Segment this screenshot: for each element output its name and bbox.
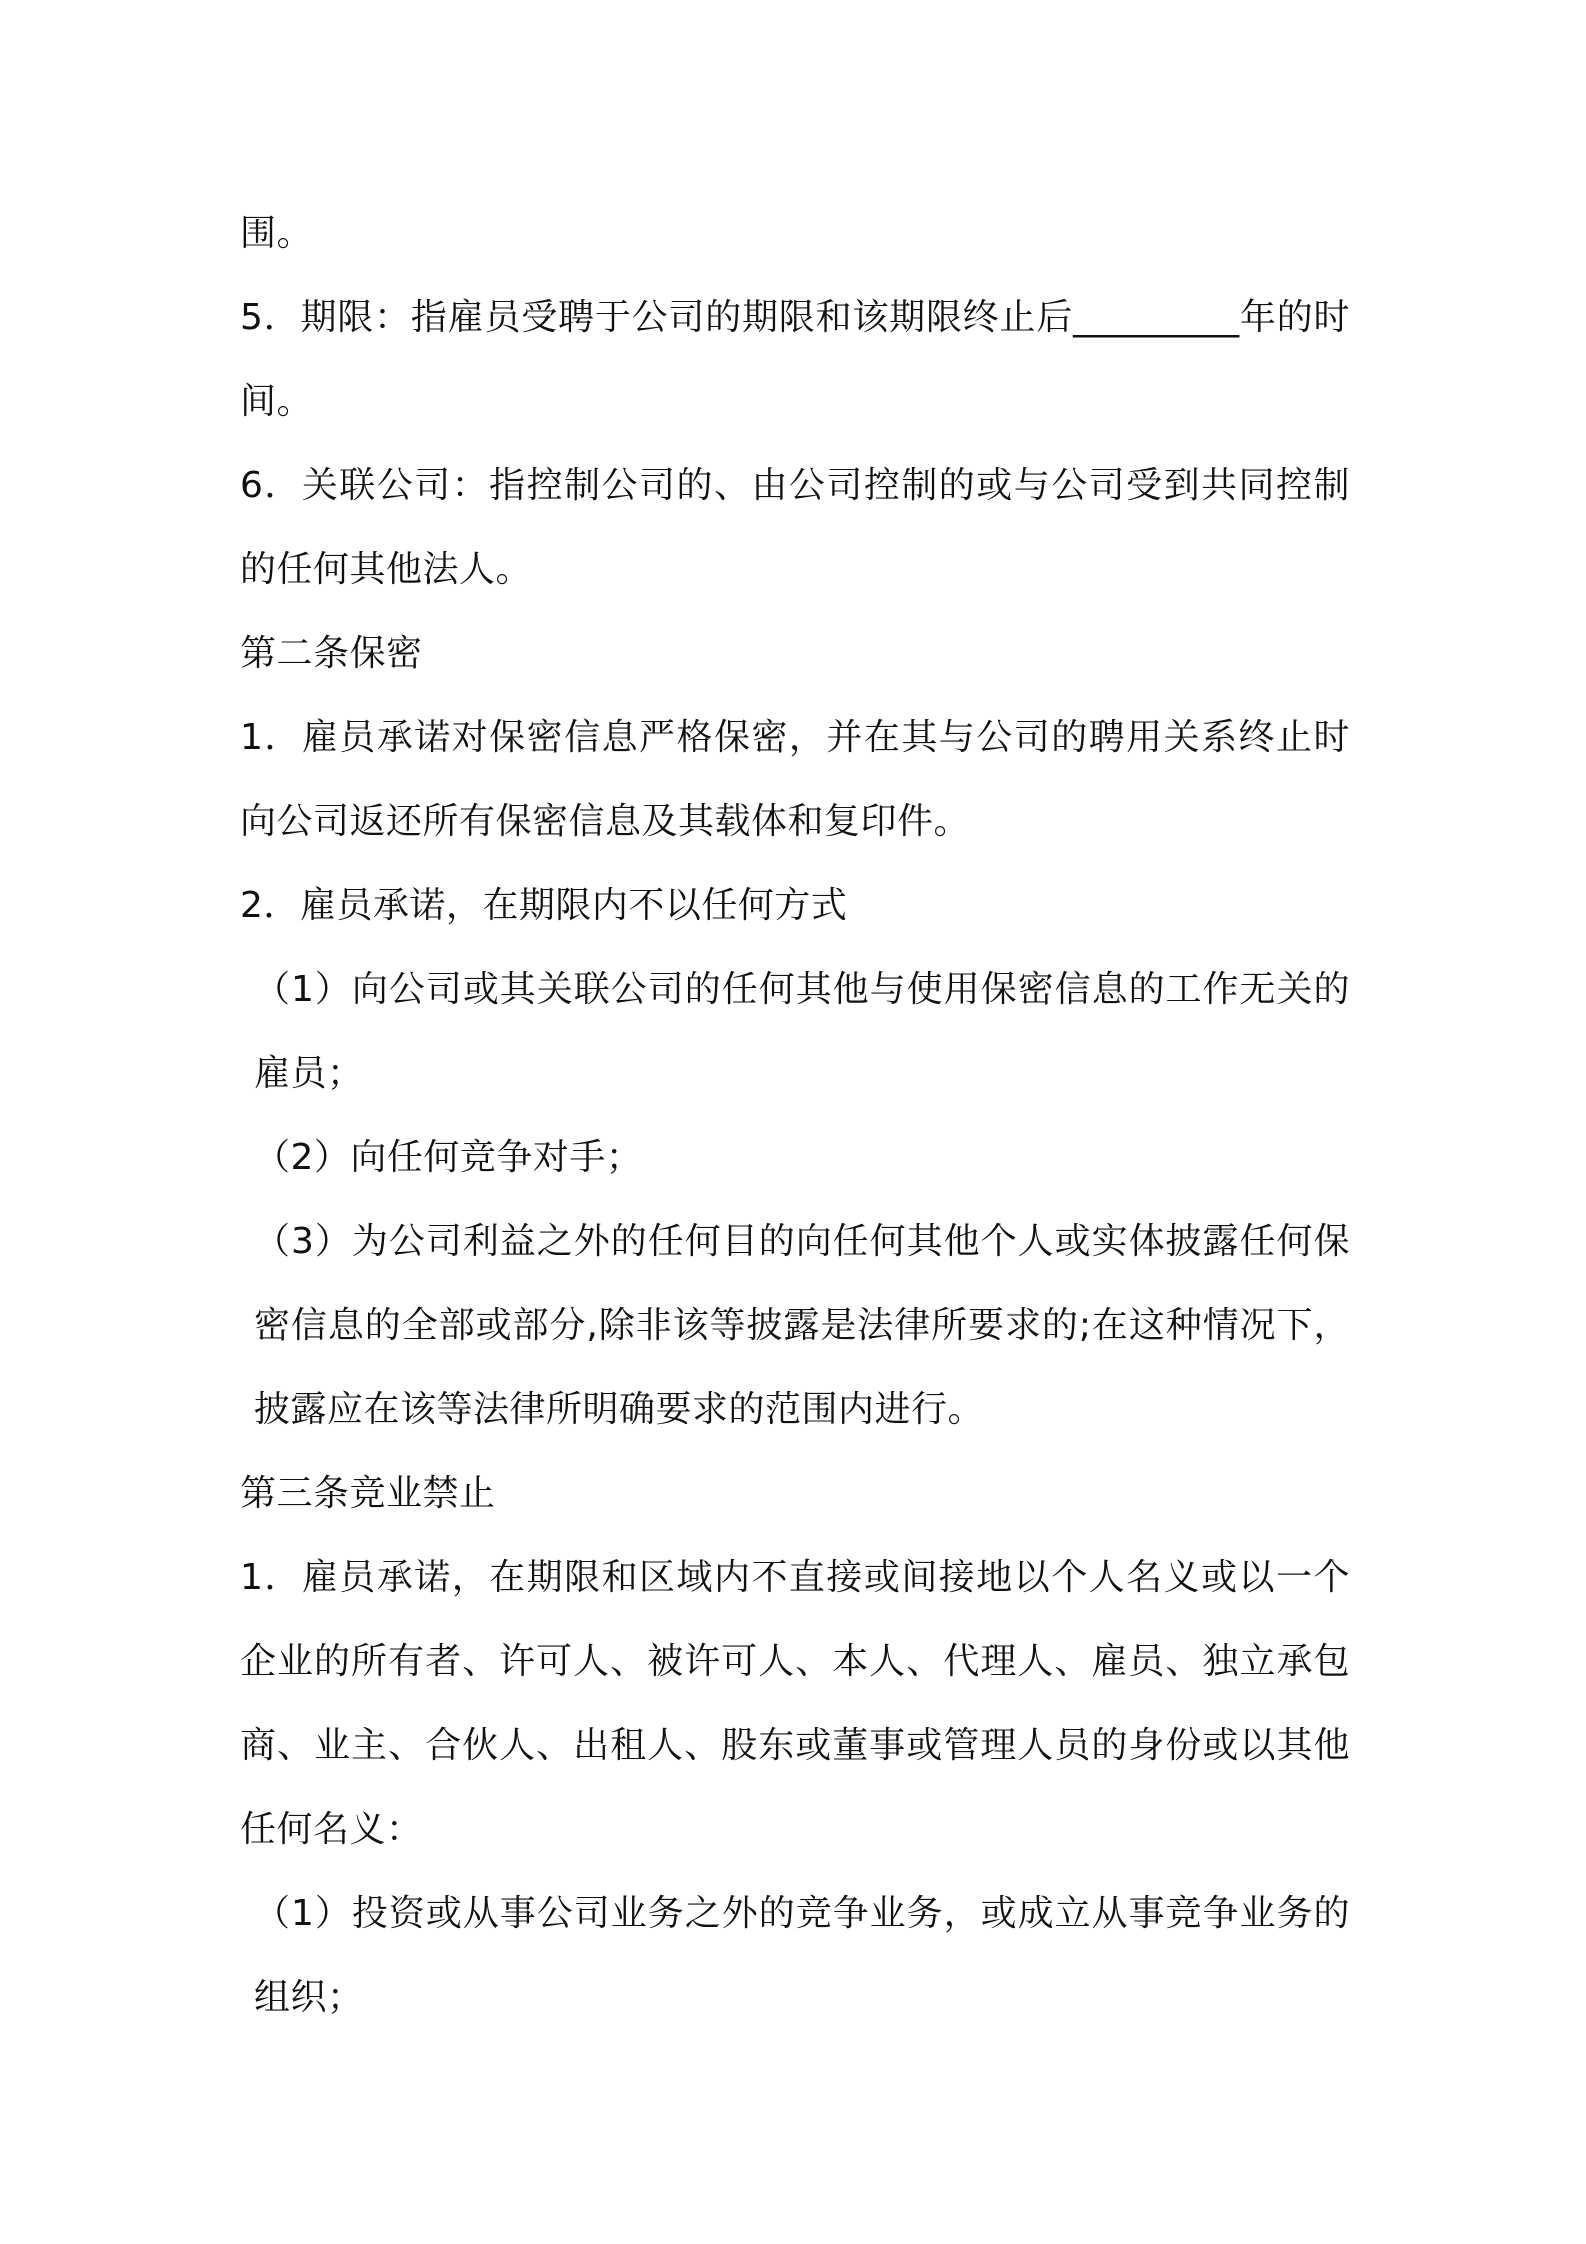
confidentiality-clause-2: 2．雇员承诺，在期限内不以任何方式 (240, 885, 848, 926)
confidentiality-item-3: （3）为公司利益之外的任何目的向任何其他个人或实体披露任何保密信息的全部或部分,除非该等披露是法律所要求的;在这种情况下，披露应在该等法律所明确要求的范围内进行。 (254, 1221, 1350, 1430)
confidentiality-clause-1: 1．雇员承诺对保密信息严格保密，并在其与公司的聘用关系终止时向公司返还所有保密信息及其载体和复印件。 (240, 717, 1350, 842)
confidentiality-item-2: （2）向任何竞争对手； (254, 1137, 643, 1178)
confidentiality-item-1: （1）向公司或其关联公司的任何其他与使用保密信息的工作无关的雇员； (254, 969, 1350, 1094)
section-heading-non-compete: 第三条竞业禁止 (240, 1473, 496, 1514)
section-heading-confidentiality: 第二条保密 (240, 633, 423, 674)
document-body (240, 192, 1350, 2040)
non-compete-clause-1: 1．雇员承诺，在期限和区域内不直接或间接地以个人名义或以一个企业的所有者、许可人、被许可人、本人、代理人、雇员、独立承包商、业主、合伙人、出租人、股东或董事或管理人员的身份或以其他任何名义： (240, 1557, 1350, 1850)
definition-term-period: 5．期限：指雇员受聘于公司的期限和该期限终止后_________年的时间。 (240, 297, 1350, 422)
definition-affiliate-company: 6．关联公司：指控制公司的、由公司控制的或与公司受到共同控制的任何其他法人。 (240, 465, 1350, 590)
non-compete-item-1: （1）投资或从事公司业务之外的竞争业务，或成立从事竞争业务的组织； (254, 1893, 1350, 2018)
paragraph-continuation: 围。 (240, 213, 314, 254)
